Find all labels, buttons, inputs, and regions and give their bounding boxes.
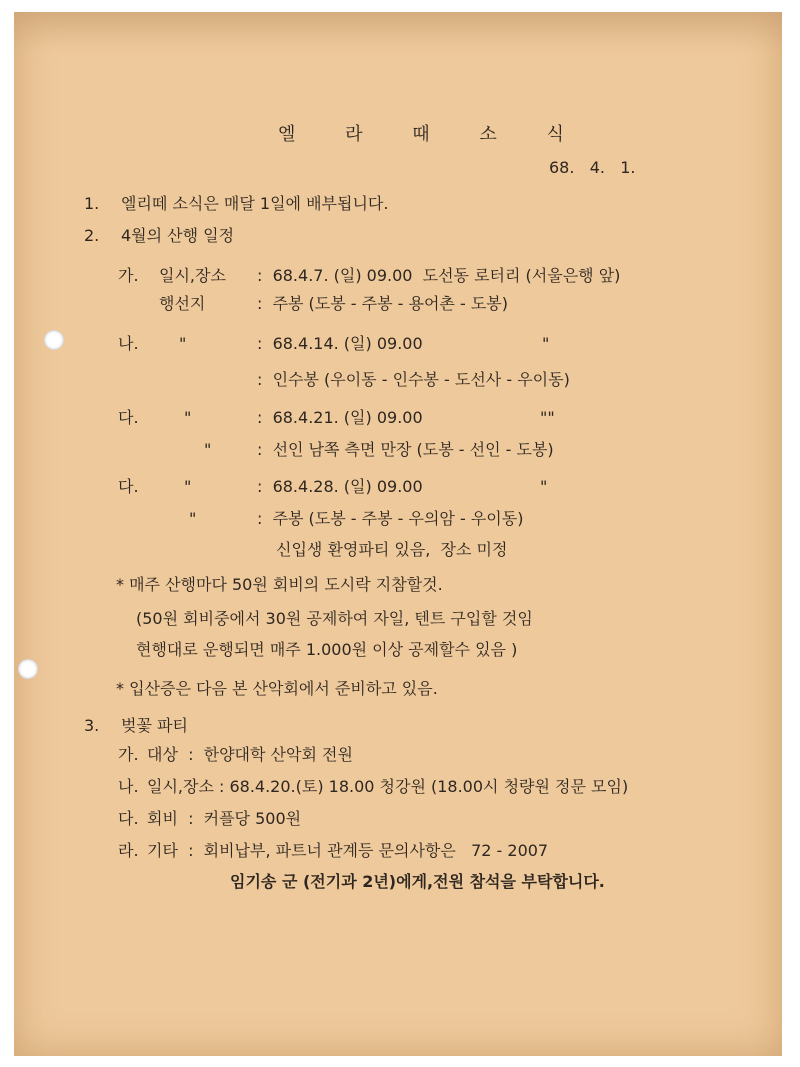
section-text: 엘리떼 소식은 매달 1일에 배부됩니다.	[121, 194, 389, 213]
item-route: : 주봉 (도봉 - 주봉 - 우의암 - 우이동)	[257, 509, 524, 528]
note-line: * 매주 산행마다 50원 회비의 도시락 지참할것.	[116, 575, 443, 594]
item-mark: 나.	[118, 777, 139, 796]
paper-stain	[14, 12, 782, 52]
item-mark: 다.	[118, 477, 139, 496]
item-route: : 주봉 (도봉 - 주봉 - 용어촌 - 도봉)	[257, 294, 508, 313]
ditto-mark: "	[184, 477, 192, 496]
note-line: (50원 회비중에서 30원 공제하여 자일, 텐트 구입할 것임	[136, 609, 533, 628]
ditto-mark: ""	[540, 408, 555, 427]
punch-hole-top	[44, 330, 64, 350]
party-line: 회비 : 커플당 500원	[147, 809, 302, 828]
party-line: 기타 : 회비납부, 파트너 관계등 문의사항은 72 - 2007	[147, 841, 549, 860]
item-route-label: 행선지	[159, 294, 206, 313]
item-mark: 다.	[118, 809, 139, 828]
note-line: 현행대로 운행되면 매주 1.000원 이상 공제할수 있음 )	[136, 640, 518, 659]
item-mark: 나.	[118, 334, 139, 353]
ditto-mark: "	[189, 509, 197, 528]
ditto-mark: "	[542, 334, 550, 353]
item-extra-note: 신입생 환영파티 있음, 장소 미정	[276, 540, 508, 559]
ditto-mark: "	[179, 334, 187, 353]
item-datetime: : 68.4.14. (일) 09.00	[257, 334, 423, 353]
document-page	[14, 12, 782, 1056]
document-title: 엘 라 때 소 식	[278, 124, 586, 145]
item-mark: 가.	[118, 745, 139, 764]
ditto-mark: "	[204, 440, 212, 459]
item-route: : 인수봉 (우이동 - 인수봉 - 도선사 - 우이동)	[257, 370, 570, 389]
party-line: 대상 : 한양대학 산악회 전원	[147, 745, 353, 764]
item-route: : 선인 남쪽 측면 만장 (도봉 - 선인 - 도봉)	[257, 440, 554, 459]
item-datetime: : 68.4.21. (일) 09.00	[257, 408, 423, 427]
item-mark: 가.	[118, 266, 139, 285]
item-datetime: : 68.4.7. (일) 09.00 도선동 로터리 (서울은행 앞)	[257, 266, 621, 285]
section-number: 2.	[84, 226, 100, 245]
ditto-mark: "	[184, 408, 192, 427]
document-date: 68. 4. 1.	[549, 158, 636, 177]
ditto-mark: "	[540, 477, 548, 496]
section-number: 3.	[84, 716, 100, 735]
note-line: * 입산증은 다음 본 산악회에서 준비하고 있음.	[116, 679, 438, 698]
section-text: 4월의 산행 일정	[121, 226, 235, 245]
item-mark: 라.	[118, 841, 139, 860]
closing-line: 임기송 군 (전기과 2년)에게,전원 참석을 부탁합니다.	[230, 872, 605, 891]
item-mark: 다.	[118, 408, 139, 427]
party-line: 일시,장소 : 68.4.20.(토) 18.00 청강원 (18.00시 청량원 정문 모임)	[147, 777, 629, 796]
item-datetime: : 68.4.28. (일) 09.00	[257, 477, 423, 496]
punch-hole-bottom	[18, 659, 38, 679]
item-label: 일시,장소	[159, 266, 226, 285]
section-number: 1.	[84, 194, 100, 213]
section-text: 벚꽃 파티	[121, 716, 188, 735]
